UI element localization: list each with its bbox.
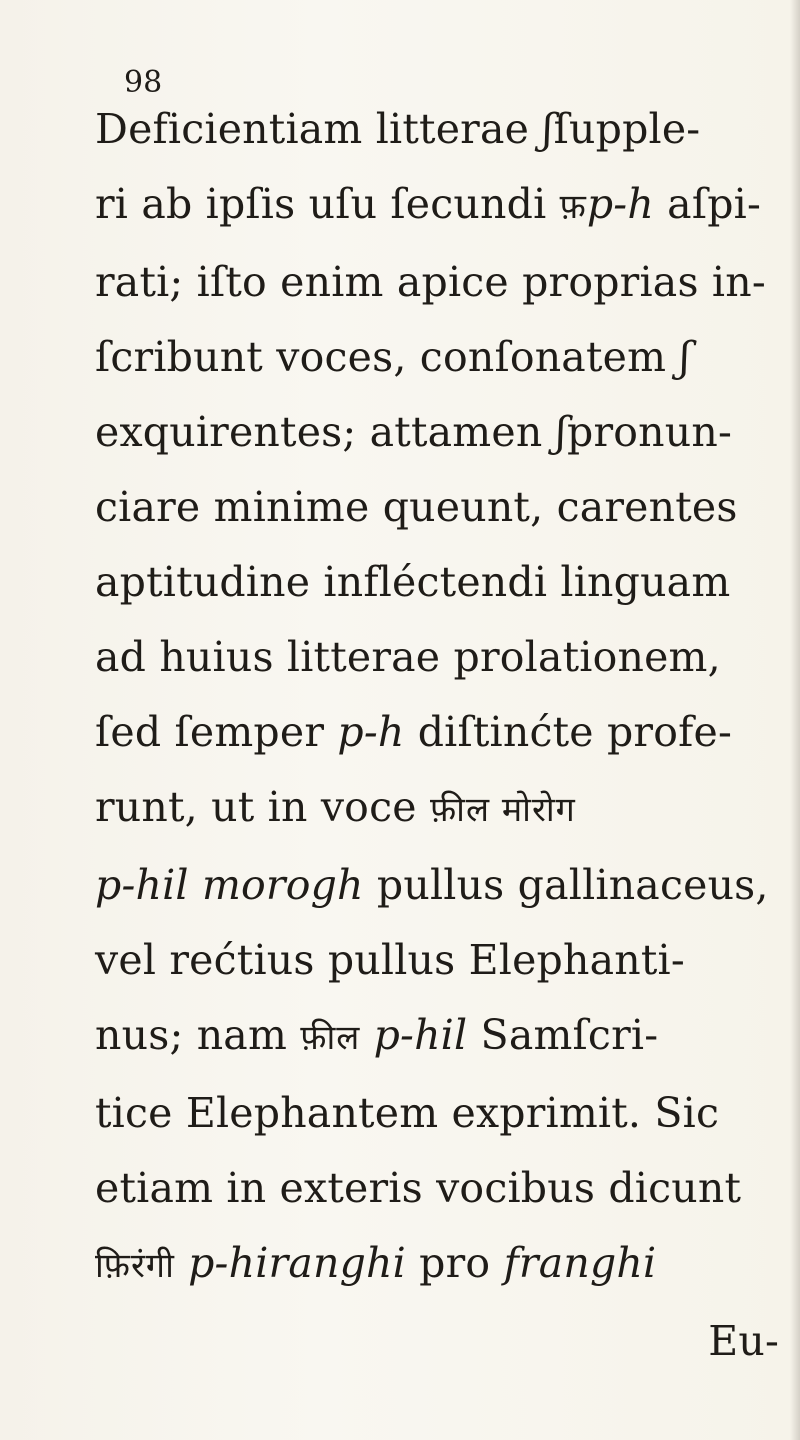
text-run: tice Elephantem exprimit. Sic xyxy=(95,1089,720,1137)
text-line xyxy=(95,620,785,695)
text-run: ſupple- xyxy=(553,105,701,153)
text-line xyxy=(95,923,785,998)
text-run: Deficientiam litterae xyxy=(95,105,543,153)
italic-run: ʃ xyxy=(542,105,554,153)
text-line xyxy=(95,167,785,245)
italic-run: ʃ xyxy=(555,408,568,456)
devanagari-word: फ़ील मोरोग xyxy=(429,790,576,830)
page-edge-shadow xyxy=(790,0,800,1440)
italic-run: franghi xyxy=(503,1239,657,1287)
text-run: diſtinćte profe- xyxy=(404,708,733,756)
text-run: runt, ut in voce xyxy=(95,783,430,831)
text-line xyxy=(95,545,785,620)
italic-run: p-hil morogh xyxy=(95,861,364,909)
text-line xyxy=(95,395,785,470)
text-run: ad huius litterae prolationem, xyxy=(95,633,721,681)
devanagari-word: फ़िरंगी xyxy=(95,1246,175,1286)
text-line xyxy=(95,770,785,848)
text-run: aſpi- xyxy=(653,180,762,228)
devanagari-word: फ़ील xyxy=(300,1018,361,1058)
body-text xyxy=(95,92,785,1379)
text-line xyxy=(95,470,785,545)
page-number: 98 xyxy=(124,65,163,100)
text-run xyxy=(175,1239,188,1287)
text-line xyxy=(95,1226,785,1304)
text-line xyxy=(95,1151,785,1226)
text-run: ſcribunt voces, conſonatem xyxy=(95,333,680,381)
text-run: pronun- xyxy=(567,408,733,456)
text-line xyxy=(95,245,785,320)
text-line xyxy=(95,998,785,1076)
text-line xyxy=(95,1076,785,1151)
text-run: ri ab ipſis uſu ſecundi xyxy=(95,180,560,228)
text-run: aptitudine infléctendi linguam xyxy=(95,558,731,606)
italic-run: p-hil xyxy=(373,1011,468,1059)
text-run: Eu- xyxy=(708,1317,779,1365)
italic-run: ʃ xyxy=(679,333,691,381)
text-run: Samſcri- xyxy=(467,1011,659,1059)
italic-run: p-h xyxy=(337,708,405,756)
catchword xyxy=(95,1304,785,1379)
text-run: rati; iſto enim apice proprias in- xyxy=(95,258,766,306)
text-line xyxy=(95,848,785,923)
devanagari-word: फ़ xyxy=(559,187,587,227)
italic-run: p-hiranghi xyxy=(188,1239,406,1287)
text-run: nus; nam xyxy=(95,1011,301,1059)
text-line xyxy=(95,92,785,167)
text-run: exquirentes; attamen xyxy=(95,408,556,456)
text-run: ſed ſemper xyxy=(95,708,338,756)
text-line xyxy=(95,320,785,395)
text-run: pro xyxy=(405,1239,504,1287)
text-run: ciare minime queunt, carentes xyxy=(95,483,738,531)
text-run: vel rećtius pullus Elephanti- xyxy=(95,936,685,984)
italic-run: p-h xyxy=(586,180,654,228)
text-run: etiam in exteris vocibus dicunt xyxy=(95,1164,742,1212)
text-run xyxy=(360,1011,373,1059)
text-line xyxy=(95,695,785,770)
text-run: pullus gallinaceus, xyxy=(363,861,769,909)
